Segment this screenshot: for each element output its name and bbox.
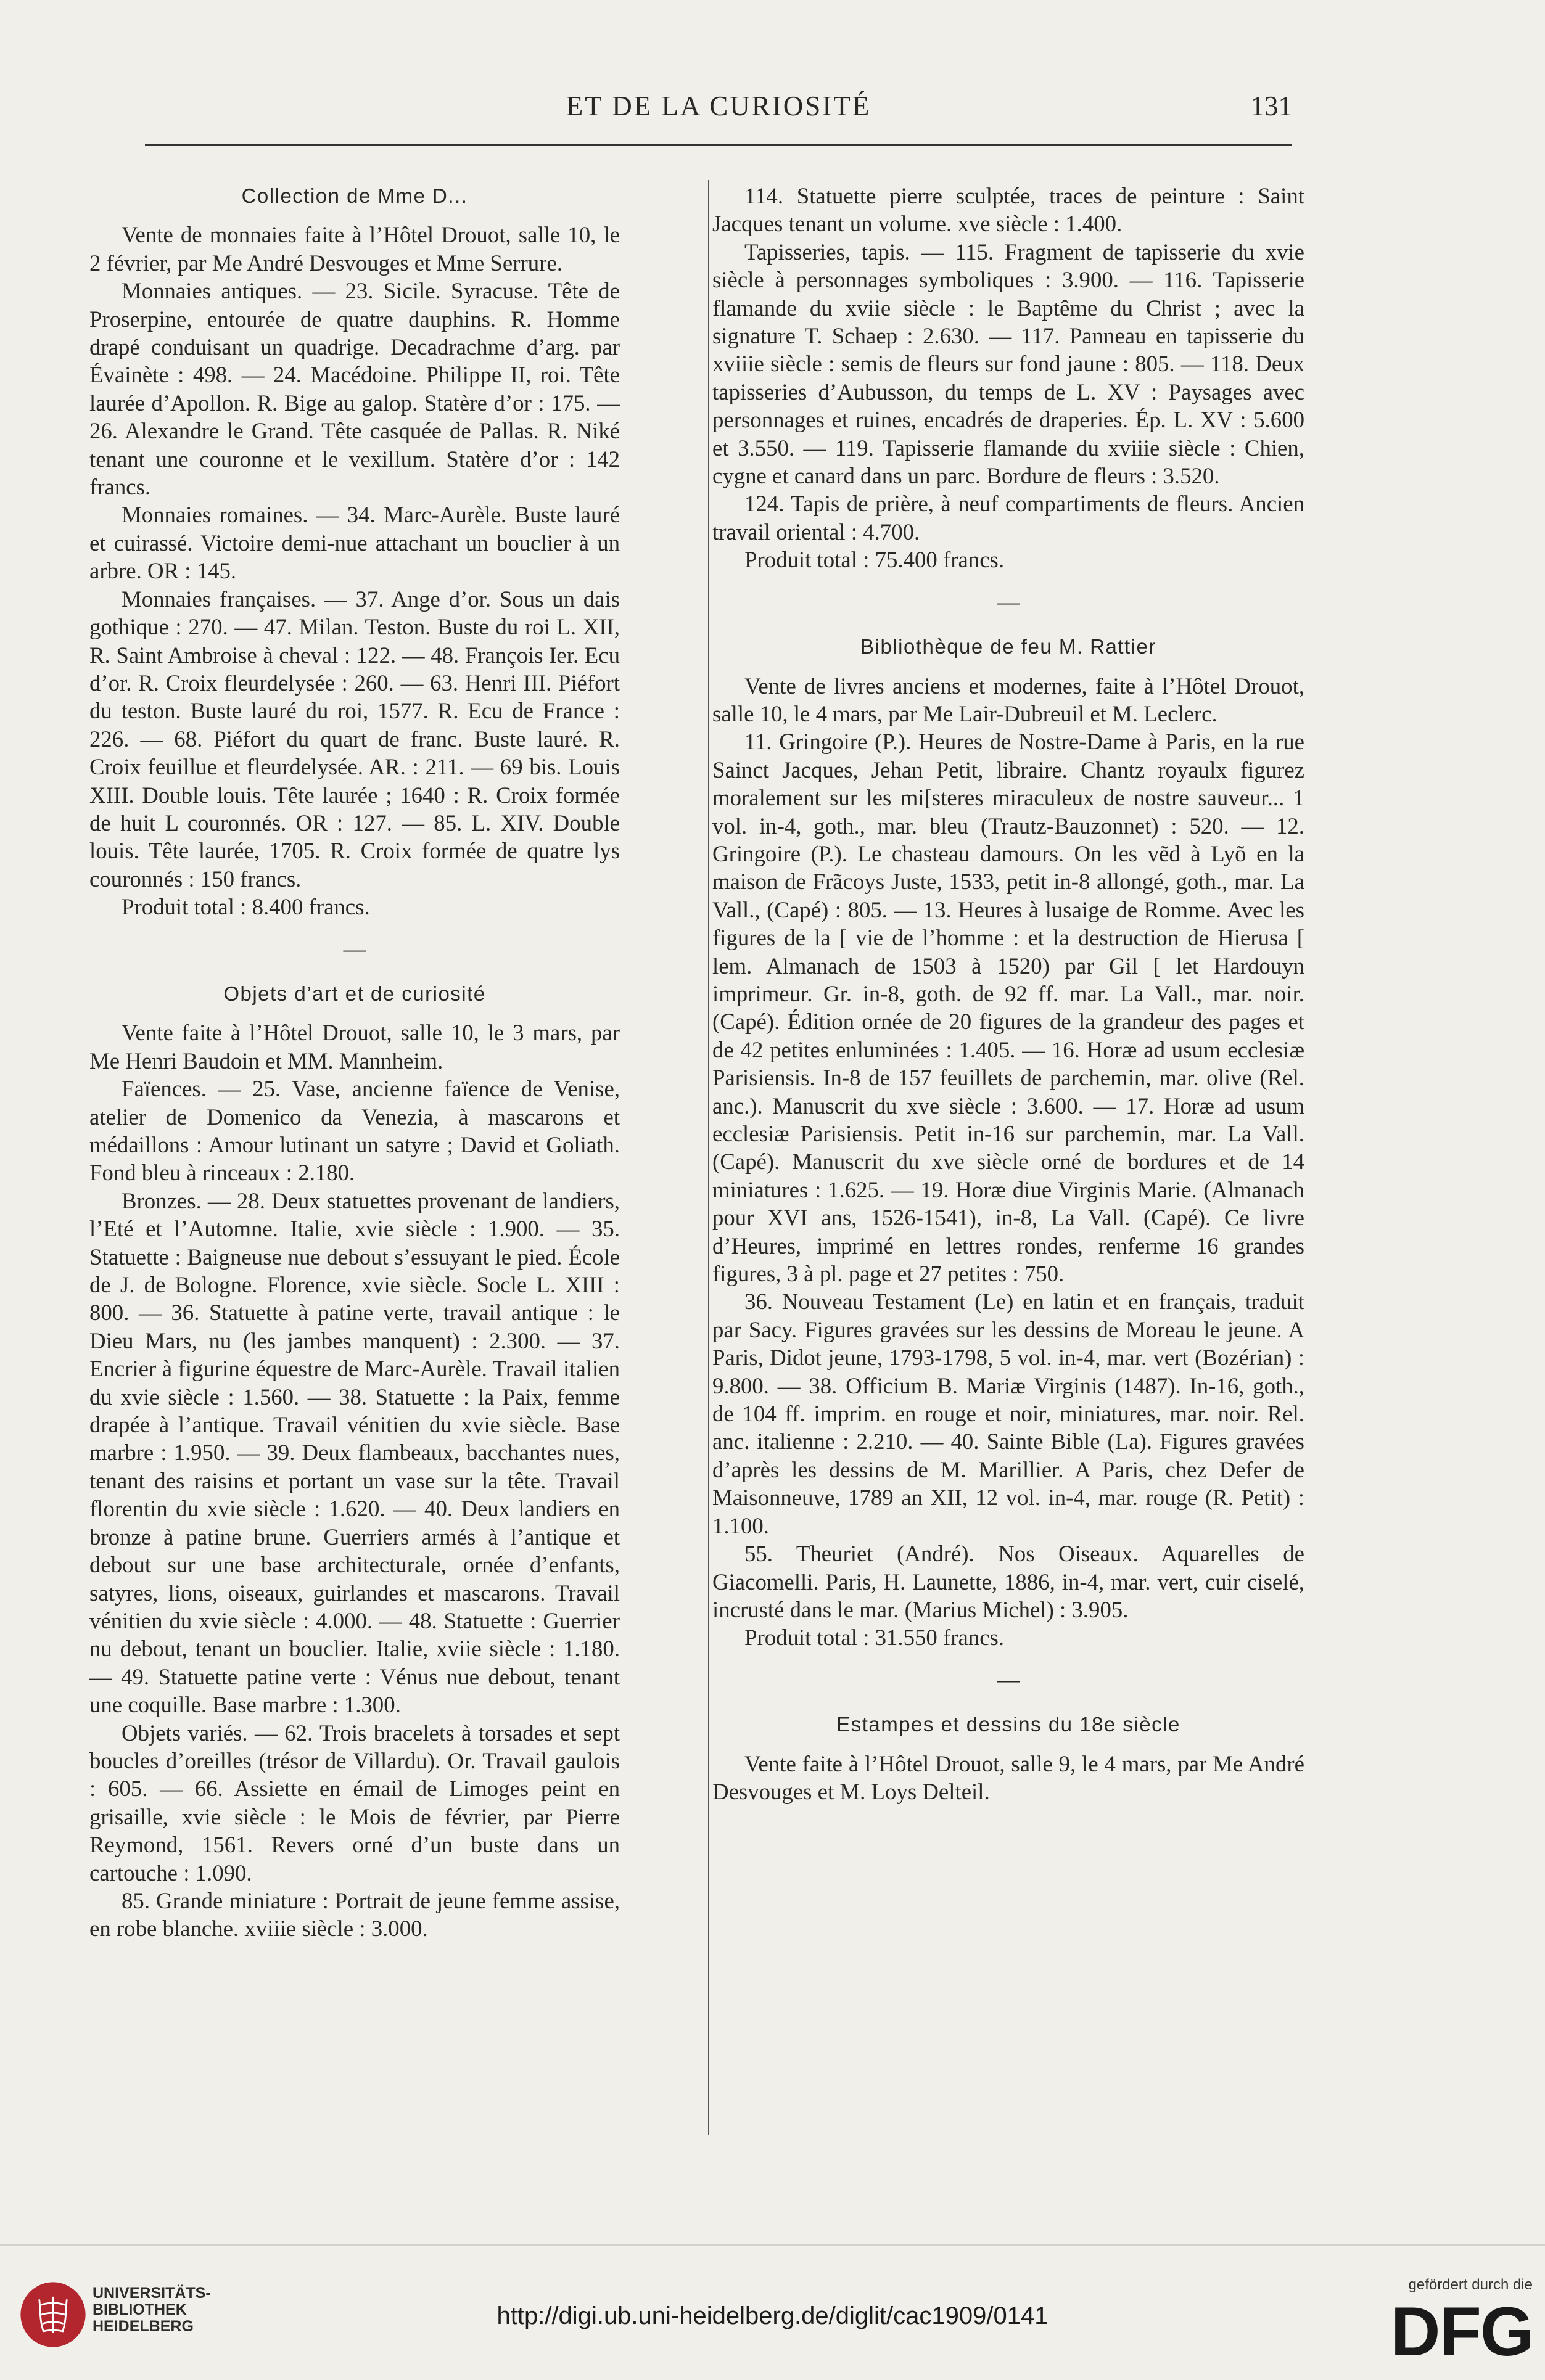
paragraph: Monnaies françaises. — 37. Ange d’or. Sous un dais gothique : 270. — 47. Milan. Teston. Buste du roi L. XII, R. Saint Ambroise à cheval : 122. — 48. François Ier. Ecu d’or. R. Croix fleurdelysée : 260. — 63. Henri III. Piéfort du teston. Buste lauré du roi, 1577. R. Ecu de France : 226. — 68. Piéfort du quart de franc. Buste lauré. R. Croix feuillue et fleurdelysée. AR. : 211. — 69 bis. Louis XIII. Double louis. Tête laurée ; 1640 : R. Croix formée de huit L couronnés. OR : 127. — 85. L. XIV. Double louis. Tête laurée, 1705. R. Croix formée de quatre lys couronnés : 150 francs. xyxy=(89,586,620,892)
funded-by-text: gefördert durch die xyxy=(1408,2276,1533,2293)
paragraph: 11. Gringoire (P.). Heures de Nostre-Dame à Paris, en la rue Sainct Jacques, Jehan Petit, libraire. Chantz royaulx figurez moralement sur les mi[steres miraculeux de nostre sauveur... 1 vol. in-4, goth., mar. bleu (Trautz-Bauzonnet) : 520. — 12. Gringoire (P.). Le chasteau damours. On les vẽd à Lyõ en la maison de Frãcoys Juste, 1533, petit in-8 allongé, goth., mar. La Vall., (Capé) : 805. — 13. Heures à lusaige de Romme. Avec les figures de la [ vie de l’homme : et la destruction de Hierusa [ lem. Almanach de 1503 à 1520) par Gil [ let Hardouyn imprimeur. Gr. in-8, goth. de 92 ff. mar. La Vall., mar. noir. (Capé). Édition ornée de 20 figures de la grandeur des pages et de 42 petites enluminées : 1.405. — 16. Horæ ad usum ecclesiæ Parisiensis. In-8 de 157 feuillets de parchemin, mar. olive (Rel. anc.). Manuscrit du xve siècle : 3.600. — 17. Horæ ad usum ecclesiæ Parisiensis. Petit in-16 sur parchemin, mar. La Vall. (Capé). Manuscrit du xve siècle orné de bordures et de 14 miniatures : 1.625. — 19. Horæ diue Virginis Marie. (Almanach pour XVI ans, 1526-1541), in-8, La Vall. (Capé). Ce livre d’Heures, imprimé en lettres rondes, renferme 16 grandes figures, 3 à pl. page et 27 petites : 750. xyxy=(712,729,1304,1287)
paragraph: Tapisseries, tapis. — 115. Fragment de tapisserie du xvie siècle à personnages symboliques : 3.900. — 116. Tapisserie flamande du xviie siècle : le Baptême du Christ ; avec la signature T. Schaep : 2.630. — 117. Panneau en tapisserie du xviiie siècle : semis de fleurs sur fond jaune : 805. — 118. Deux tapisseries d’Aubusson, du temps de L. XV : Paysages avec personnages et ruines, encadrés de draperies. Ép. L. XV : 5.600 et 3.550. — 119. Tapisserie flamande du xviiie siècle : Chien, cygne et canard dans un parc. Bordure de fleurs : 3.520. xyxy=(712,239,1304,489)
paragraph: Produit total : 31.550 francs. xyxy=(744,1625,1005,1651)
left-column xyxy=(89,182,620,1943)
header-rule xyxy=(145,144,1292,146)
paragraph: Vente de livres anciens et modernes, faite à l’Hôtel Drouot, salle 10, le 4 mars, par Me Lair-Dubreuil et M. Leclerc. xyxy=(712,673,1304,726)
section-heading: Bibliothèque de feu M. Rattier xyxy=(860,635,1156,659)
university-library-name: UNIVERSITÄTS- BIBLIOTHEK HEIDELBERG xyxy=(93,2284,211,2335)
page-footer xyxy=(0,2244,1545,2380)
footer-rule xyxy=(0,2244,1545,2246)
section-heading: Estampes et dessins du 18e siècle xyxy=(836,1713,1180,1736)
paragraph: Objets variés. — 62. Trois bracelets à torsades et sept boucles d’oreilles (trésor de Villardu). Or. Travail gaulois : 605. — 66. Assiette en émail de Limoges peint en grisaille, xvie siècle : le Mois de février, par Pierre Reymond, 1561. Revers orné d’un buste dans un cartouche : 1.090. xyxy=(89,1720,620,1886)
paragraph: Faïences. — 25. Vase, ancienne faïence de Venise, atelier de Domenico da Venezia, à mascarons et médaillons : Amour lutinant un satyre ; David et Goliath. Fond bleu à rinceaux : 2.180. xyxy=(89,1076,620,1186)
right-column xyxy=(712,182,1304,1805)
column-divider xyxy=(708,180,709,2135)
paragraph: Monnaies romaines. — 34. Marc-Aurèle. Buste lauré et cuirassé. Victoire demi-nue attachant un bouclier à un arbre. OR : 145. xyxy=(89,502,620,584)
paragraph: Vente faite à l’Hôtel Drouot, salle 10, le 3 mars, par Me Henri Baudoin et MM. Mannheim. xyxy=(89,1020,620,1073)
section-heading: Collection de Mme D... xyxy=(241,184,468,207)
paragraph: 85. Grande miniature : Portrait de jeune femme assise, en robe blanche. xviiie siècle : 3.000. xyxy=(89,1887,620,1942)
paragraph: Produit total : 75.400 francs. xyxy=(744,547,1005,573)
paragraph: 36. Nouveau Testament (Le) en latin et en français, traduit par Sacy. Figures gravées sur les dessins de Moreau le jeune. A Paris, Didot jeune, 1793-1798, 5 vol. in-4, mar. vert (Bozérian) : 9.800. — 38. Officium B. Mariæ Virginis (1487). In-16, goth., de 104 ff. imprim. en rouge et noir, miniatures, mar. noir. Rel. anc. italienne : 2.210. — 40. Sainte Bible (La). Figures gravées d’après les dessins de M. Marillier. A Paris, chez Defer de Maisonneuve, 1789 an XII, 12 vol. in-4, mar. rouge (R. Petit) : 1.100. xyxy=(712,1289,1304,1538)
page-number: 131 xyxy=(1250,91,1292,121)
paragraph: 114. Statuette pierre sculptée, traces de peinture : Saint Jacques tenant un volume. xve siècle : 1.400. xyxy=(712,183,1304,237)
paragraph: Vente de monnaies faite à l’Hôtel Drouot, salle 10, le 2 février, par Me André Desvouges et Mme Serrure. xyxy=(89,222,620,276)
running-title: ET DE LA CURIOSITÉ xyxy=(566,91,871,121)
paragraph: Monnaies antiques. — 23. Sicile. Syracuse. Tête de Proserpine, entourée de quatre dauphins. R. Homme drapé conduisant un quadrige. Decadrachme d’arg. par Évainète : 498. — 24. Macédoine. Philippe II, roi. Tête laurée d’Apollon. R. Bige au galop. Statère d’or : 175. — 26. Alexandre le Grand. Tête casquée de Pallas. R. Niké tenant une couronne et le vexillum. Statère d’or : 142 francs. xyxy=(89,278,620,500)
source-url[interactable]: http://digi.ub.uni-heidelberg.de/diglit/cac1909/0141 xyxy=(496,2302,1049,2329)
section-separator: — xyxy=(997,1666,1020,1692)
section-separator: — xyxy=(343,935,366,961)
paragraph: Bronzes. — 28. Deux statuettes provenant de landiers, l’Eté et l’Automne. Italie, xvie siècle : 1.900. — 35. Statuette : Baigneuse nue debout s’essuyant le pied. École de J. de Bologne. Florence, xvie siècle. Socle L. XIII : 800. — 36. Statuette à patine verte, travail antique : le Dieu Mars, nu (les jambes manquent) : 2.300. — 37. Encrier à figurine équestre de Marc-Aurèle. Travail italien du xvie siècle : 1.560. — 38. Statuette : la Paix, femme drapée à l’antique. Travail vénitien du xvie siècle. Base marbre : 1.950. — 39. Deux flambeaux, bacchantes nues, tenant des raisins et portant un vase sur la tête. Travail florentin du xvie siècle : 1.620. — 40. Deux landiers en bronze à patine brune. Guerriers armés à l’antique et debout sur une base architecturale, ornée d’enfants, satyres, lions, oiseaux, guirlandes et mascarons. Travail vénitien du xvie siècle : 4.000. — 48. Statuette : Guerrier nu debout, tenant un bouclier. Italie, xviie siècle : 1.180. — 49. Statuette patine verte : Vénus nue debout, tenant une coquille. Base marbre : 1.300. xyxy=(89,1188,620,1718)
paragraph: Produit total : 8.400 francs. xyxy=(122,894,370,920)
page-header xyxy=(145,85,1292,134)
section-separator: — xyxy=(997,588,1020,614)
paragraph: 124. Tapis de prière, à neuf compartiments de fleurs. Ancien travail oriental : 4.700. xyxy=(712,491,1304,544)
section-heading: Objets d’art et de curiosité xyxy=(223,982,486,1005)
dfg-logo: DFG xyxy=(1390,2293,1533,2370)
paragraph: Vente faite à l’Hôtel Drouot, salle 9, le 4 mars, par Me André Desvouges et M. Loys Delteil. xyxy=(712,1750,1304,1804)
paragraph: 55. Theuriet (André). Nos Oiseaux. Aquarelles de Giacomelli. Paris, H. Launette, 1886, in-4, mar. vert, cuir ciselé, incrusté dans le mar. (Marius Michel) : 3.905. xyxy=(712,1541,1304,1622)
